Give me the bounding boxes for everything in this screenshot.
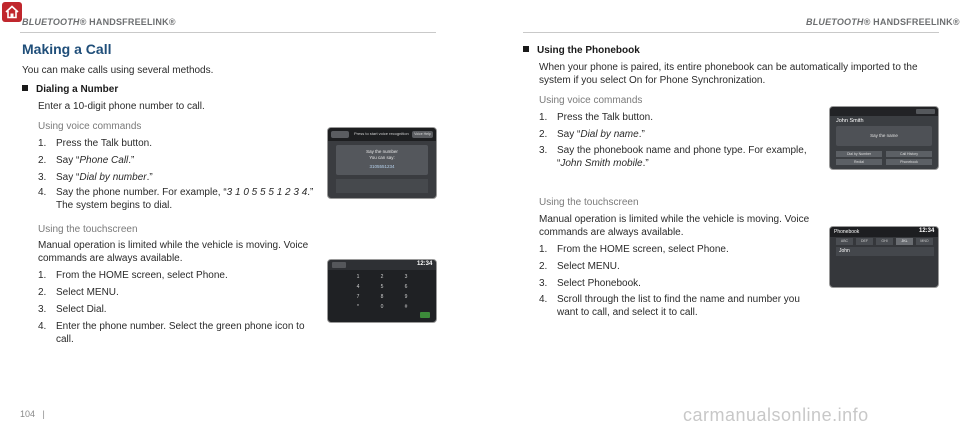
left-header-rule	[20, 32, 436, 33]
step-number: 3.	[38, 172, 47, 183]
step-italic: Dial by number	[79, 172, 147, 183]
screen-line-1: Say the number	[366, 149, 398, 154]
keypad-key: 5	[380, 284, 384, 290]
pb-voice-step-1	[539, 111, 653, 124]
back-icon	[332, 262, 346, 268]
step-text: Say “	[56, 155, 80, 166]
watermark: carmanualsonline.info	[683, 405, 869, 425]
voice-step-2	[38, 154, 134, 167]
screen-bottom-area	[336, 179, 428, 193]
voice-help-button: Voice Help	[412, 131, 433, 138]
step-text-end: .”	[146, 172, 153, 183]
phonebook-heading-text: Using the Phonebook	[537, 45, 640, 56]
pb-touchscreen-text: Manual operation is limited while the vehicle is moving. Voice commands are always available.	[539, 214, 810, 238]
step-continuation: want to call, and select it to call.	[557, 307, 698, 318]
keypad-key: 9	[404, 294, 408, 300]
step-text: Select Dial.	[56, 304, 107, 315]
bullet-square-icon	[523, 46, 529, 52]
call-history-button: Call History	[886, 151, 932, 157]
step-number: 3.	[539, 145, 548, 156]
keypad-key: 6	[404, 284, 408, 290]
page-title: Making a Call	[22, 41, 112, 57]
touch-step-1	[38, 269, 228, 282]
touch-step-4	[38, 320, 305, 346]
step-number: 1.	[539, 244, 548, 255]
pb-touch-step-2	[539, 260, 620, 273]
contact-entry: John	[839, 248, 850, 254]
step-text: Say the phone number. For example, “	[56, 187, 227, 198]
step-italic: 3 1 0 5 5 5 1 2 3 4	[226, 187, 308, 198]
dialing-heading-text: Dialing a Number	[36, 84, 119, 95]
step-text: Press the Talk button.	[56, 138, 152, 149]
phonebook-text: When your phone is paired, its entire phonebook can be automatically imported to the system if you select On for Phone Synchronization.	[539, 62, 918, 86]
step-text: Press the Talk button.	[557, 112, 653, 123]
dial-by-number-button: Dial by Number	[836, 151, 882, 157]
touchscreen-text: Manual operation is limited while the vehicle is moving. Voice commands are always available.	[38, 240, 309, 264]
contact-row	[836, 247, 934, 256]
step-italic: Phone Call	[79, 155, 129, 166]
voice-step-1	[38, 137, 152, 150]
header-reg2: ®	[168, 17, 176, 27]
screen-contact-name: John Smith	[836, 118, 864, 124]
step-italic: John Smith mobile	[560, 158, 643, 169]
alpha-tab-selected: JKL	[896, 238, 913, 245]
dialing-text: Enter a 10-digit phone number to call.	[38, 101, 205, 112]
phonebook-heading	[523, 45, 640, 56]
alpha-tab: ABC	[836, 238, 853, 245]
pb-touch-step-1	[539, 243, 729, 256]
voice-step-4	[38, 186, 313, 212]
header-reg2: ®	[952, 17, 960, 27]
keypad-key: 4	[356, 284, 360, 290]
green-phone-icon	[420, 312, 430, 318]
voice-phonebook-screenshot	[829, 106, 939, 170]
step-number: 2.	[539, 129, 548, 140]
header-brand: BLUETOOTH	[806, 17, 864, 27]
step-number: 2.	[38, 155, 47, 166]
phonebook-list-screenshot	[829, 226, 939, 288]
step-text-end: .”	[128, 155, 135, 166]
header-reg: ®	[79, 17, 87, 27]
alpha-tab: MNO	[916, 238, 933, 245]
home-icon[interactable]	[2, 2, 22, 22]
pb-touchscreen-label: Using the touchscreen	[539, 197, 639, 208]
alpha-tab: GHI	[876, 238, 893, 245]
keypad-key: *	[357, 304, 359, 310]
intro-text: You can make calls using several methods.	[22, 65, 214, 76]
bullet-square-icon	[22, 85, 28, 91]
left-running-header	[22, 17, 176, 27]
header-product: HANDSFREELINK	[870, 17, 953, 27]
touchscreen-label: Using the touchscreen	[38, 224, 138, 235]
pb-touch-step-3	[539, 277, 641, 290]
dialing-heading	[22, 84, 118, 95]
header-brand: BLUETOOTH	[22, 17, 80, 27]
screen-line-2: You can say:	[369, 155, 395, 160]
back-icon	[331, 131, 349, 138]
touch-step-2	[38, 286, 119, 299]
step-text-end: .”	[307, 187, 314, 198]
step-italic: Dial by name	[580, 129, 639, 140]
step-number: 3.	[539, 278, 548, 289]
pb-voice-commands-label: Using voice commands	[539, 95, 643, 106]
page-footer	[20, 409, 45, 419]
phonebook-button: Phonebook	[886, 159, 932, 165]
step-number: 1.	[539, 112, 548, 123]
page-separator: |	[42, 409, 45, 419]
step-continuation: call.	[56, 334, 74, 345]
pb-touch-step-4	[539, 293, 800, 319]
keypad-key: 7	[356, 294, 360, 300]
right-header-rule	[523, 32, 939, 33]
voice-dial-screenshot	[327, 127, 437, 199]
touch-step-3	[38, 303, 107, 316]
screen-line: Say the name	[870, 133, 898, 138]
step-text: Scroll through the list to find the name and number you	[557, 294, 800, 305]
step-text: From the HOME screen, select Phone.	[56, 270, 228, 281]
screen-clock: 12:34	[919, 228, 935, 234]
step-continuation: The system begins to dial.	[56, 200, 173, 211]
step-number: 4.	[38, 187, 47, 198]
step-text-end: .”	[638, 129, 645, 140]
keypad-key: 0	[380, 304, 384, 310]
step-number: 1.	[38, 138, 47, 149]
alpha-tabs	[836, 238, 934, 245]
step-text: Select MENU.	[557, 261, 620, 272]
header-product: HANDSFREELINK	[86, 17, 169, 27]
step-number: 3.	[38, 304, 47, 315]
step-number: 4.	[539, 294, 548, 305]
step-number: 2.	[539, 261, 548, 272]
step-text: “	[557, 158, 561, 169]
step-text: Select Phonebook.	[557, 278, 641, 289]
right-running-header	[806, 17, 960, 27]
step-text-end: .”	[642, 158, 649, 169]
screen-line-3: 3105551234	[369, 164, 395, 169]
step-text: Enter the phone number. Select the green phone icon to	[56, 321, 305, 332]
redial-button: Redial	[836, 159, 882, 165]
pb-voice-step-3	[539, 144, 807, 170]
screen-bar-text: Press to start voice recognition	[354, 131, 409, 136]
keypad-key: 2	[380, 274, 384, 280]
header-reg: ®	[863, 17, 871, 27]
voice-commands-label: Using voice commands	[38, 121, 142, 132]
step-number: 4.	[38, 321, 47, 332]
step-text: Select MENU.	[56, 287, 119, 298]
screen-clock: 12:34	[417, 261, 433, 267]
voice-step-3	[38, 171, 153, 184]
keypad-key: 8	[380, 294, 384, 300]
alpha-tab: DEF	[856, 238, 873, 245]
pb-voice-step-2	[539, 128, 645, 141]
step-number: 2.	[38, 287, 47, 298]
step-number: 1.	[38, 270, 47, 281]
step-text: Say “	[557, 129, 581, 140]
keypad-screenshot	[327, 259, 437, 323]
page-number: 104	[20, 409, 36, 419]
keypad-key: #	[404, 304, 408, 310]
keypad-key: 1	[356, 274, 360, 280]
keypad-key: 3	[404, 274, 408, 280]
step-text: From the HOME screen, select Phone.	[557, 244, 729, 255]
screen-title: Phonebook	[834, 229, 860, 235]
step-text: Say the phonebook name and phone type. For example,	[557, 145, 807, 156]
step-text: Say “	[56, 172, 80, 183]
keypad-grid	[348, 274, 416, 318]
voice-help-button	[916, 109, 935, 114]
